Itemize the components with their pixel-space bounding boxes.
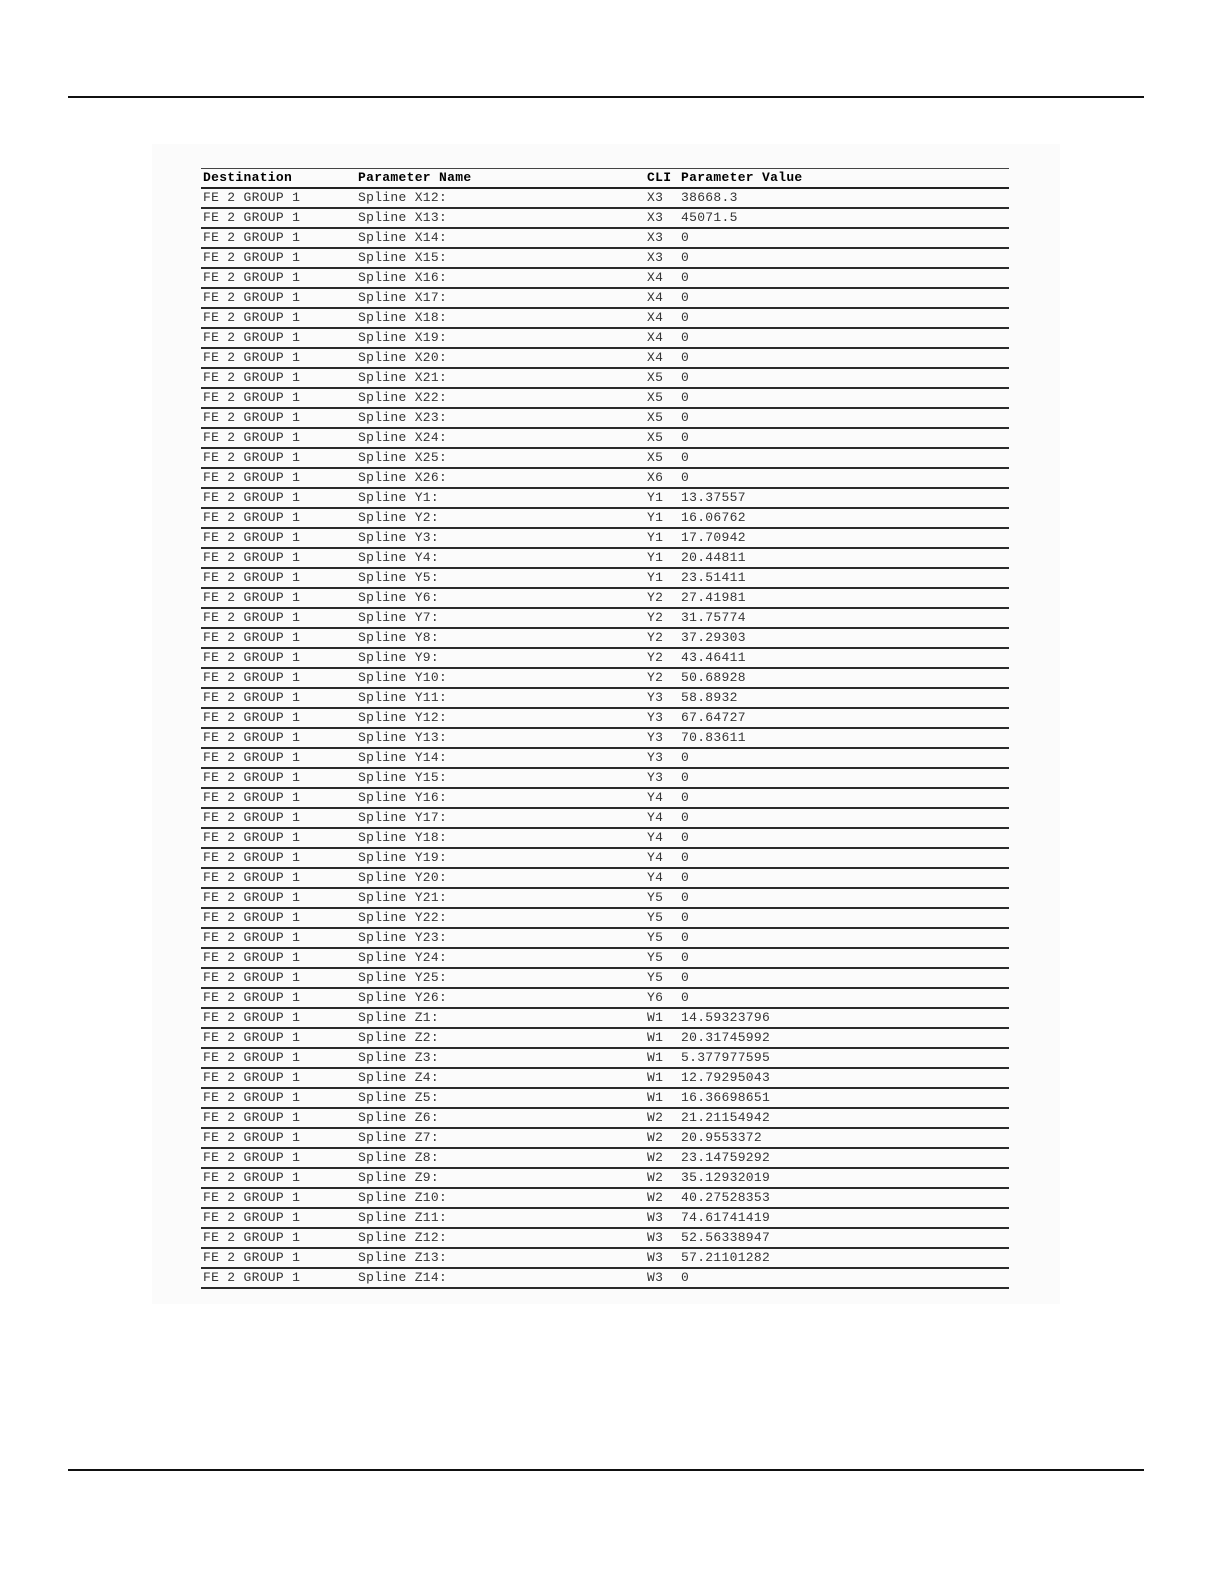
- cell-destination: FE 2 GROUP 1: [203, 630, 301, 645]
- cell-destination: FE 2 GROUP 1: [203, 1070, 301, 1085]
- cell-destination: FE 2 GROUP 1: [203, 670, 301, 685]
- table-row: [201, 668, 1009, 688]
- cell-cli: X3: [647, 230, 664, 245]
- table-row: [201, 428, 1009, 448]
- cell-destination: FE 2 GROUP 1: [203, 470, 301, 485]
- parameter-table: [201, 168, 1009, 1289]
- cell-parameter-name: Spline Y19:: [358, 850, 448, 865]
- table-row: [201, 188, 1009, 208]
- cell-parameter-name: Spline Y9:: [358, 650, 440, 665]
- cell-parameter-value: 14.59323796: [681, 1010, 771, 1025]
- cell-parameter-value: 0: [681, 890, 690, 905]
- cell-cli: X4: [647, 350, 664, 365]
- cell-destination: FE 2 GROUP 1: [203, 530, 301, 545]
- cell-parameter-name: Spline Y21:: [358, 890, 448, 905]
- cell-parameter-value: 23.51411: [681, 570, 746, 585]
- cell-parameter-value: 50.68928: [681, 670, 746, 685]
- table-row: [201, 288, 1009, 308]
- table-row: [201, 748, 1009, 768]
- table-row: [201, 1228, 1009, 1248]
- cell-parameter-name: Spline Z12:: [358, 1230, 448, 1245]
- cell-cli: W1: [647, 1010, 664, 1025]
- cell-parameter-value: 0: [681, 850, 690, 865]
- cell-destination: FE 2 GROUP 1: [203, 1270, 301, 1285]
- cell-cli: W1: [647, 1030, 664, 1045]
- cell-cli: Y1: [647, 550, 664, 565]
- cell-parameter-name: Spline Z3:: [358, 1050, 440, 1065]
- cell-cli: X6: [647, 470, 664, 485]
- cell-destination: FE 2 GROUP 1: [203, 890, 301, 905]
- table-row: [201, 888, 1009, 908]
- table-row: [201, 468, 1009, 488]
- cell-cli: X5: [647, 450, 664, 465]
- cell-destination: FE 2 GROUP 1: [203, 910, 301, 925]
- cell-parameter-value: 0: [681, 790, 690, 805]
- cell-parameter-value: 37.29303: [681, 630, 746, 645]
- cell-parameter-name: Spline X19:: [358, 330, 448, 345]
- cell-cli: W1: [647, 1050, 664, 1065]
- cell-destination: FE 2 GROUP 1: [203, 1130, 301, 1145]
- cell-cli: X3: [647, 250, 664, 265]
- cell-parameter-value: 0: [681, 750, 690, 765]
- cell-parameter-value: 0: [681, 1270, 690, 1285]
- cell-cli: Y5: [647, 950, 664, 965]
- cell-parameter-value: 5.377977595: [681, 1050, 771, 1065]
- cell-destination: FE 2 GROUP 1: [203, 490, 301, 505]
- cell-parameter-value: 0: [681, 450, 690, 465]
- cell-destination: FE 2 GROUP 1: [203, 290, 301, 305]
- cell-cli: Y5: [647, 910, 664, 925]
- cell-parameter-name: Spline X24:: [358, 430, 448, 445]
- cell-parameter-name: Spline Z13:: [358, 1250, 448, 1265]
- cell-parameter-value: 31.75774: [681, 610, 746, 625]
- cell-parameter-name: Spline Z6:: [358, 1110, 440, 1125]
- cell-parameter-value: 52.56338947: [681, 1230, 771, 1245]
- cell-parameter-name: Spline Y18:: [358, 830, 448, 845]
- cell-cli: X5: [647, 390, 664, 405]
- table-row: [201, 208, 1009, 228]
- cell-cli: W2: [647, 1150, 664, 1165]
- table-row: [201, 528, 1009, 548]
- column-header-parameter-value: Parameter Value: [681, 170, 803, 185]
- cell-parameter-name: Spline X12:: [358, 190, 448, 205]
- table-row: [201, 868, 1009, 888]
- table-row: [201, 808, 1009, 828]
- cell-parameter-name: Spline Z4:: [358, 1070, 440, 1085]
- cell-cli: W2: [647, 1170, 664, 1185]
- cell-cli: Y3: [647, 750, 664, 765]
- cell-destination: FE 2 GROUP 1: [203, 870, 301, 885]
- table-row: [201, 788, 1009, 808]
- cell-parameter-name: Spline Y15:: [358, 770, 448, 785]
- cell-parameter-value: 0: [681, 370, 690, 385]
- table-row: [201, 348, 1009, 368]
- cell-parameter-name: Spline X21:: [358, 370, 448, 385]
- cell-cli: X5: [647, 430, 664, 445]
- cell-cli: Y5: [647, 890, 664, 905]
- cell-parameter-value: 17.70942: [681, 530, 746, 545]
- cell-cli: Y3: [647, 690, 664, 705]
- cell-parameter-name: Spline X18:: [358, 310, 448, 325]
- table-row: [201, 648, 1009, 668]
- table-row: [201, 688, 1009, 708]
- cell-destination: FE 2 GROUP 1: [203, 210, 301, 225]
- cell-parameter-name: Spline X15:: [358, 250, 448, 265]
- cell-destination: FE 2 GROUP 1: [203, 650, 301, 665]
- page-header-rule: [68, 96, 1144, 98]
- cell-parameter-name: Spline Y12:: [358, 710, 448, 725]
- table-row: [201, 608, 1009, 628]
- table-row: [201, 968, 1009, 988]
- cell-parameter-value: 0: [681, 810, 690, 825]
- cell-parameter-value: 0: [681, 310, 690, 325]
- cell-cli: W3: [647, 1270, 664, 1285]
- cell-destination: FE 2 GROUP 1: [203, 1210, 301, 1225]
- cell-parameter-name: Spline Y25:: [358, 970, 448, 985]
- cell-destination: FE 2 GROUP 1: [203, 550, 301, 565]
- cell-parameter-value: 43.46411: [681, 650, 746, 665]
- cell-parameter-value: 16.36698651: [681, 1090, 771, 1105]
- table-row: [201, 308, 1009, 328]
- cell-parameter-value: 12.79295043: [681, 1070, 771, 1085]
- cell-parameter-value: 13.37557: [681, 490, 746, 505]
- cell-destination: FE 2 GROUP 1: [203, 590, 301, 605]
- table-row: [201, 928, 1009, 948]
- cell-parameter-name: Spline Y7:: [358, 610, 440, 625]
- cell-parameter-value: 0: [681, 970, 690, 985]
- cell-destination: FE 2 GROUP 1: [203, 810, 301, 825]
- cell-parameter-value: 0: [681, 350, 690, 365]
- cell-cli: Y2: [647, 610, 664, 625]
- cell-destination: FE 2 GROUP 1: [203, 270, 301, 285]
- cell-destination: FE 2 GROUP 1: [203, 390, 301, 405]
- cell-parameter-name: Spline Z5:: [358, 1090, 440, 1105]
- table-row: [201, 1208, 1009, 1228]
- table-row: [201, 268, 1009, 288]
- cell-parameter-name: Spline Z8:: [358, 1150, 440, 1165]
- cell-cli: Y5: [647, 930, 664, 945]
- cell-parameter-value: 0: [681, 950, 690, 965]
- cell-cli: X3: [647, 190, 664, 205]
- table-row: [201, 368, 1009, 388]
- cell-parameter-value: 0: [681, 270, 690, 285]
- cell-cli: Y4: [647, 810, 664, 825]
- cell-cli: Y1: [647, 530, 664, 545]
- table-row: [201, 1148, 1009, 1168]
- cell-cli: X5: [647, 370, 664, 385]
- cell-parameter-value: 27.41981: [681, 590, 746, 605]
- cell-parameter-value: 0: [681, 870, 690, 885]
- table-row: [201, 1248, 1009, 1268]
- table-row: [201, 488, 1009, 508]
- table-row: [201, 228, 1009, 248]
- cell-destination: FE 2 GROUP 1: [203, 230, 301, 245]
- cell-cli: W2: [647, 1190, 664, 1205]
- cell-cli: Y2: [647, 630, 664, 645]
- table-row: [201, 248, 1009, 268]
- cell-parameter-value: 0: [681, 930, 690, 945]
- table-row: [201, 848, 1009, 868]
- cell-destination: FE 2 GROUP 1: [203, 850, 301, 865]
- cell-parameter-name: Spline Y8:: [358, 630, 440, 645]
- cell-parameter-value: 35.12932019: [681, 1170, 771, 1185]
- table-row: [201, 588, 1009, 608]
- cell-destination: FE 2 GROUP 1: [203, 1250, 301, 1265]
- cell-destination: FE 2 GROUP 1: [203, 790, 301, 805]
- cell-parameter-value: 45071.5: [681, 210, 738, 225]
- cell-destination: FE 2 GROUP 1: [203, 750, 301, 765]
- cell-destination: FE 2 GROUP 1: [203, 350, 301, 365]
- table-row: [201, 988, 1009, 1008]
- cell-parameter-value: 20.44811: [681, 550, 746, 565]
- cell-destination: FE 2 GROUP 1: [203, 610, 301, 625]
- cell-destination: FE 2 GROUP 1: [203, 310, 301, 325]
- cell-parameter-value: 0: [681, 910, 690, 925]
- cell-parameter-name: Spline Y6:: [358, 590, 440, 605]
- cell-cli: Y1: [647, 490, 664, 505]
- cell-destination: FE 2 GROUP 1: [203, 830, 301, 845]
- column-header-cli: CLI: [647, 170, 672, 185]
- cell-cli: W2: [647, 1130, 664, 1145]
- table-row: [201, 448, 1009, 468]
- cell-cli: Y6: [647, 990, 664, 1005]
- table-row: [201, 1008, 1009, 1028]
- cell-parameter-name: Spline X16:: [358, 270, 448, 285]
- cell-parameter-value: 16.06762: [681, 510, 746, 525]
- table-header-row: [201, 169, 1009, 189]
- cell-cli: Y2: [647, 650, 664, 665]
- cell-parameter-value: 0: [681, 990, 690, 1005]
- cell-parameter-name: Spline Y13:: [358, 730, 448, 745]
- cell-parameter-name: Spline Y10:: [358, 670, 448, 685]
- table-row: [201, 708, 1009, 728]
- page-footer-rule: [68, 1469, 1144, 1471]
- cell-destination: FE 2 GROUP 1: [203, 1110, 301, 1125]
- cell-destination: FE 2 GROUP 1: [203, 770, 301, 785]
- cell-destination: FE 2 GROUP 1: [203, 410, 301, 425]
- cell-destination: FE 2 GROUP 1: [203, 450, 301, 465]
- table-row: [201, 728, 1009, 748]
- cell-parameter-value: 0: [681, 290, 690, 305]
- cell-destination: FE 2 GROUP 1: [203, 1050, 301, 1065]
- cell-parameter-name: Spline Z1:: [358, 1010, 440, 1025]
- cell-parameter-name: Spline X20:: [358, 350, 448, 365]
- table-row: [201, 768, 1009, 788]
- cell-destination: FE 2 GROUP 1: [203, 1170, 301, 1185]
- cell-cli: X3: [647, 210, 664, 225]
- cell-cli: Y1: [647, 570, 664, 585]
- column-header-destination: Destination: [203, 170, 293, 185]
- cell-parameter-name: Spline Z9:: [358, 1170, 440, 1185]
- cell-parameter-value: 0: [681, 230, 690, 245]
- cell-destination: FE 2 GROUP 1: [203, 250, 301, 265]
- cell-cli: Y2: [647, 590, 664, 605]
- cell-destination: FE 2 GROUP 1: [203, 430, 301, 445]
- cell-parameter-value: 74.61741419: [681, 1210, 771, 1225]
- cell-cli: Y3: [647, 730, 664, 745]
- cell-parameter-value: 0: [681, 430, 690, 445]
- cell-parameter-name: Spline Y22:: [358, 910, 448, 925]
- cell-parameter-name: Spline Z7:: [358, 1130, 440, 1145]
- cell-parameter-name: Spline X17:: [358, 290, 448, 305]
- cell-destination: FE 2 GROUP 1: [203, 1030, 301, 1045]
- cell-parameter-name: Spline X26:: [358, 470, 448, 485]
- table-row: [201, 1268, 1009, 1288]
- cell-parameter-value: 70.83611: [681, 730, 746, 745]
- cell-destination: FE 2 GROUP 1: [203, 930, 301, 945]
- cell-cli: X5: [647, 410, 664, 425]
- cell-destination: FE 2 GROUP 1: [203, 970, 301, 985]
- cell-destination: FE 2 GROUP 1: [203, 510, 301, 525]
- cell-cli: W3: [647, 1250, 664, 1265]
- table-row: [201, 1048, 1009, 1068]
- cell-destination: FE 2 GROUP 1: [203, 1010, 301, 1025]
- cell-parameter-name: Spline Y23:: [358, 930, 448, 945]
- cell-cli: X4: [647, 310, 664, 325]
- cell-destination: FE 2 GROUP 1: [203, 1190, 301, 1205]
- cell-parameter-name: Spline Z11:: [358, 1210, 448, 1225]
- table-row: [201, 908, 1009, 928]
- cell-parameter-value: 20.31745992: [681, 1030, 771, 1045]
- cell-cli: Y5: [647, 970, 664, 985]
- cell-destination: FE 2 GROUP 1: [203, 1150, 301, 1165]
- cell-parameter-value: 21.21154942: [681, 1110, 771, 1125]
- cell-parameter-value: 23.14759292: [681, 1150, 771, 1165]
- table-row: [201, 1028, 1009, 1048]
- cell-parameter-name: Spline X13:: [358, 210, 448, 225]
- cell-parameter-name: Spline Y24:: [358, 950, 448, 965]
- cell-parameter-name: Spline Z10:: [358, 1190, 448, 1205]
- cell-parameter-value: 0: [681, 250, 690, 265]
- cell-parameter-value: 38668.3: [681, 190, 738, 205]
- cell-cli: W2: [647, 1110, 664, 1125]
- cell-parameter-value: 0: [681, 470, 690, 485]
- cell-destination: FE 2 GROUP 1: [203, 710, 301, 725]
- cell-destination: FE 2 GROUP 1: [203, 950, 301, 965]
- cell-parameter-name: Spline X25:: [358, 450, 448, 465]
- table-row: [201, 568, 1009, 588]
- cell-cli: W1: [647, 1090, 664, 1105]
- cell-cli: W3: [647, 1230, 664, 1245]
- table-body: [201, 188, 1009, 1288]
- table-row: [201, 1088, 1009, 1108]
- cell-cli: Y4: [647, 870, 664, 885]
- cell-parameter-value: 20.9553372: [681, 1130, 763, 1145]
- cell-cli: Y1: [647, 510, 664, 525]
- cell-parameter-name: Spline Y2:: [358, 510, 440, 525]
- cell-parameter-name: Spline Z2:: [358, 1030, 440, 1045]
- cell-cli: Y3: [647, 710, 664, 725]
- cell-destination: FE 2 GROUP 1: [203, 370, 301, 385]
- table-row: [201, 1128, 1009, 1148]
- table-row: [201, 1168, 1009, 1188]
- table-row: [201, 508, 1009, 528]
- cell-parameter-value: 0: [681, 410, 690, 425]
- cell-parameter-name: Spline Y4:: [358, 550, 440, 565]
- cell-cli: X4: [647, 330, 664, 345]
- cell-destination: FE 2 GROUP 1: [203, 330, 301, 345]
- cell-parameter-name: Spline Y17:: [358, 810, 448, 825]
- cell-cli: Y4: [647, 830, 664, 845]
- cell-parameter-name: Spline Y1:: [358, 490, 440, 505]
- cell-parameter-name: Spline Y14:: [358, 750, 448, 765]
- cell-cli: Y3: [647, 770, 664, 785]
- cell-parameter-value: 57.21101282: [681, 1250, 771, 1265]
- column-header-parameter-name: Parameter Name: [358, 170, 472, 185]
- cell-destination: FE 2 GROUP 1: [203, 690, 301, 705]
- cell-parameter-name: Spline Y11:: [358, 690, 448, 705]
- cell-cli: X4: [647, 290, 664, 305]
- table-row: [201, 628, 1009, 648]
- cell-cli: X4: [647, 270, 664, 285]
- cell-parameter-name: Spline Y3:: [358, 530, 440, 545]
- cell-parameter-name: Spline Y5:: [358, 570, 440, 585]
- table-row: [201, 948, 1009, 968]
- cell-parameter-value: 67.64727: [681, 710, 746, 725]
- cell-destination: FE 2 GROUP 1: [203, 990, 301, 1005]
- table-row: [201, 1108, 1009, 1128]
- cell-cli: W3: [647, 1210, 664, 1225]
- cell-parameter-value: 0: [681, 330, 690, 345]
- table-row: [201, 828, 1009, 848]
- cell-parameter-name: Spline X14:: [358, 230, 448, 245]
- cell-destination: FE 2 GROUP 1: [203, 1230, 301, 1245]
- cell-destination: FE 2 GROUP 1: [203, 730, 301, 745]
- table-row: [201, 328, 1009, 348]
- table-row: [201, 388, 1009, 408]
- cell-cli: Y2: [647, 670, 664, 685]
- cell-destination: FE 2 GROUP 1: [203, 1090, 301, 1105]
- cell-parameter-name: Spline Y26:: [358, 990, 448, 1005]
- cell-cli: Y4: [647, 850, 664, 865]
- cell-parameter-value: 40.27528353: [681, 1190, 771, 1205]
- cell-parameter-value: 0: [681, 390, 690, 405]
- table-row: [201, 1188, 1009, 1208]
- cell-cli: W1: [647, 1070, 664, 1085]
- cell-parameter-value: 0: [681, 770, 690, 785]
- cell-destination: FE 2 GROUP 1: [203, 190, 301, 205]
- cell-parameter-value: 0: [681, 830, 690, 845]
- cell-parameter-name: Spline X23:: [358, 410, 448, 425]
- cell-parameter-value: 58.8932: [681, 690, 738, 705]
- table-row: [201, 1068, 1009, 1088]
- cell-parameter-name: Spline Z14:: [358, 1270, 448, 1285]
- cell-parameter-name: Spline X22:: [358, 390, 448, 405]
- cell-cli: Y4: [647, 790, 664, 805]
- table-row: [201, 548, 1009, 568]
- cell-destination: FE 2 GROUP 1: [203, 570, 301, 585]
- cell-parameter-name: Spline Y16:: [358, 790, 448, 805]
- table-row: [201, 408, 1009, 428]
- cell-parameter-name: Spline Y20:: [358, 870, 448, 885]
